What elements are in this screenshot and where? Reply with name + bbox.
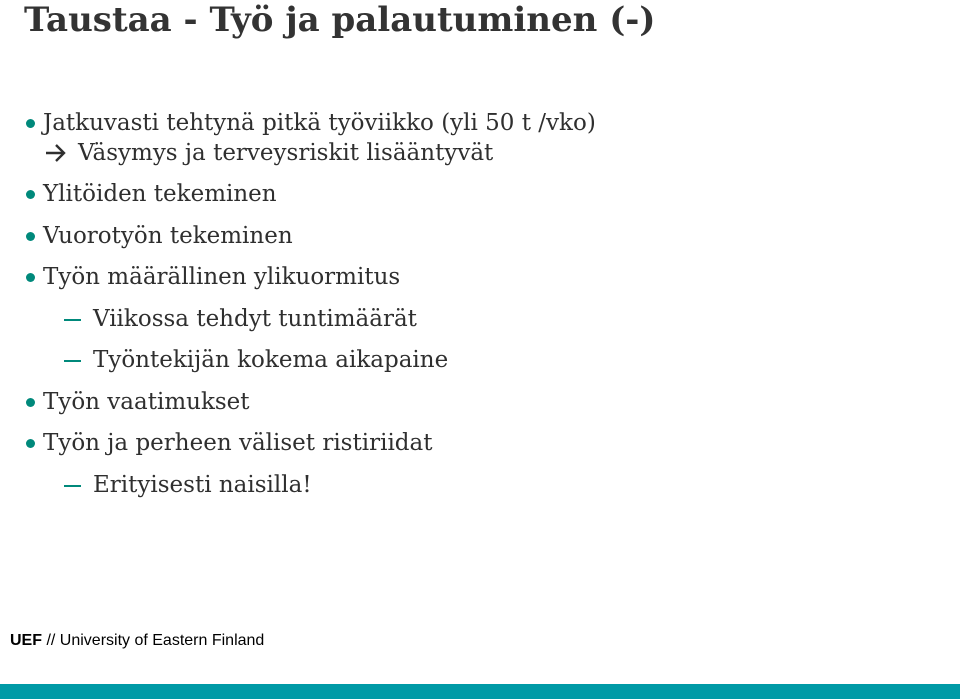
bullet-dot-icon	[26, 232, 35, 241]
list-item-text: Väsymys ja terveysriskit lisääntyvät	[78, 140, 494, 166]
list-item-text: Työn määrällinen ylikuormitus	[43, 264, 401, 290]
bullet-dot-icon	[26, 439, 35, 448]
bullet-dot-icon	[26, 273, 35, 282]
bullet-dot-icon	[26, 190, 35, 199]
footer	[10, 631, 264, 651]
list-item-text: Vuorotyön tekeminen	[43, 223, 293, 249]
bullet-dot-icon	[26, 398, 35, 407]
slide-title: Taustaa - Työ ja palautuminen (-)	[24, 0, 656, 40]
bullet-dot-icon	[26, 119, 35, 128]
list-item-text: Jatkuvasti tehtynä pitkä työviikko (yli 50 t /vko)	[43, 110, 596, 136]
list-item-text: Työn ja perheen väliset ristiriidat	[43, 430, 433, 456]
list-item-text: Työn vaatimukset	[43, 389, 250, 415]
footer-separator: //	[42, 632, 60, 649]
list-item-text: Ylitöiden tekeminen	[43, 181, 277, 207]
dash-bullet-icon	[64, 319, 81, 321]
list-item-text: Työntekijän kokema aikapaine	[93, 347, 449, 373]
dash-bullet-icon	[64, 485, 81, 487]
list-item-text: Erityisesti naisilla!	[93, 472, 312, 498]
footer-bar	[0, 684, 960, 699]
footer-brand: UEF	[10, 632, 42, 649]
right-arrow-icon	[44, 136, 68, 170]
dash-bullet-icon	[64, 360, 81, 362]
list-item-text: Viikossa tehdyt tuntimäärät	[93, 306, 417, 332]
footer-org: University of Eastern Finland	[59, 632, 265, 649]
